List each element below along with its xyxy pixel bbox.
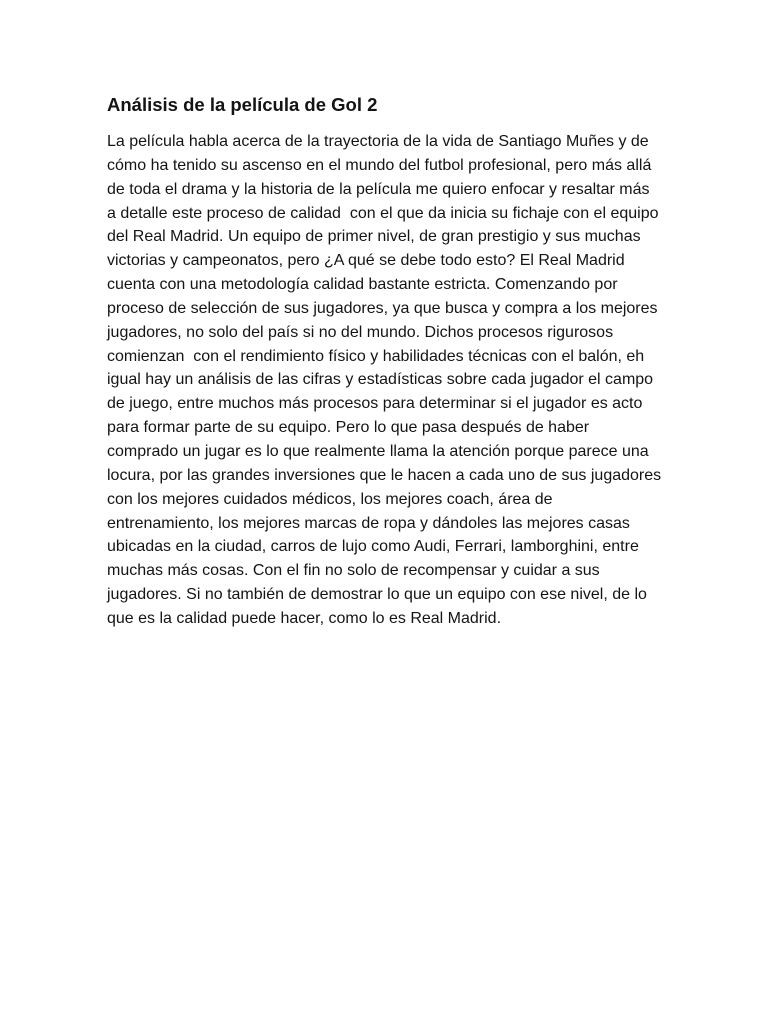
body-line: para formar parte de su equipo. Pero lo que pasa después de haber — [107, 419, 590, 437]
body-line: La película habla acerca de la trayectoria de la vida de Santiago Muñes y de — [107, 133, 649, 150]
body-line: muchas más cosas. Con el fin no solo de recompensar y cuidar a sus — [107, 562, 600, 580]
body-line: locura, por las grandes inversiones que le hacen a cada uno de sus jugadores — [107, 466, 662, 484]
body-line: igual hay un análisis de las cifras y estadísticas sobre cada jugador el campo — [107, 371, 654, 389]
document-body — [107, 130, 707, 631]
body-line: comienzan con el rendimiento físico y habilidades técnicas con el balón, eh — [107, 347, 645, 365]
body-line: proceso de selección de sus jugadores, ya que busca y compra a los mejores — [107, 299, 658, 317]
body-line: a detalle este proceso de calidad con el que da inicia su fichaje con el equipo — [107, 204, 659, 222]
body-line: de toda el drama y la historia de la película me quiero enfocar y resaltar más — [107, 180, 650, 198]
body-line: de juego, entre muchos más procesos para determinar si el jugador es acto — [107, 395, 643, 413]
body-line: jugadores, no solo del país si no del mundo. Dichos procesos rigurosos — [107, 323, 614, 341]
body-line: cómo ha tenido su ascenso en el mundo del futbol profesional, pero más allá — [107, 156, 652, 174]
body-line: con los mejores cuidados médicos, los mejores coach, área de — [107, 490, 553, 508]
body-line: comprado un jugar es lo que realmente llama la atención porque parece una — [107, 442, 649, 460]
body-line: que es la calidad puede hacer, como lo es Real Madrid. — [107, 609, 502, 627]
body-line: jugadores. Si no también de demostrar lo que un equipo con ese nivel, de lo — [107, 586, 647, 604]
body-line: ubicadas en la ciudad, carros de lujo como Audi, Ferrari, lamborghini, entre — [107, 538, 639, 556]
body-line: cuenta con una metodología calidad bastante estricta. Comenzando por — [107, 276, 618, 294]
body-line: victorias y campeonatos, pero ¿A qué se debe todo esto? El Real Madrid — [107, 252, 625, 270]
document-title: Análisis de la película de Gol 2 — [107, 94, 378, 115]
body-line: entrenamiento, los mejores marcas de ropa y dándoles las mejores casas — [107, 514, 630, 532]
body-line: del Real Madrid. Un equipo de primer nivel, de gran prestigio y sus muchas — [107, 228, 641, 246]
